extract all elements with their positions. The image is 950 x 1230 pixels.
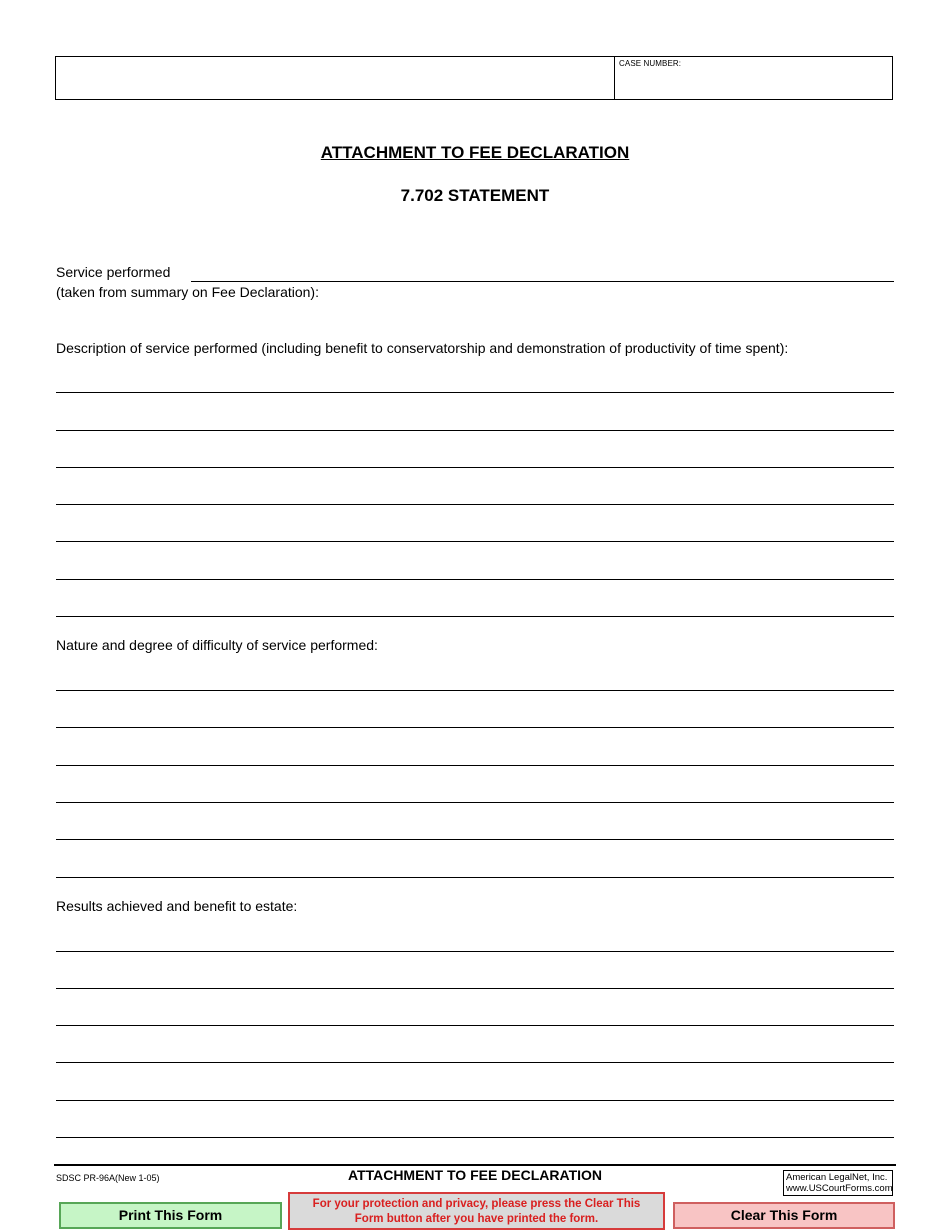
results-line[interactable]	[56, 951, 894, 952]
results-label: Results achieved and benefit to estate:	[56, 898, 298, 914]
nature-line[interactable]	[56, 765, 894, 766]
case-number-label: CASE NUMBER:	[619, 59, 682, 68]
results-line[interactable]	[56, 1062, 894, 1063]
publisher-url: www.USCourtForms.com	[786, 1183, 893, 1194]
description-line[interactable]	[56, 541, 894, 542]
privacy-notice-line1: For your protection and privacy, please press the Clear This	[312, 1198, 641, 1210]
description-line[interactable]	[56, 616, 894, 617]
page-title: ATTACHMENT TO FEE DECLARATION	[320, 143, 630, 162]
service-performed-label: Service performed	[56, 264, 171, 280]
case-number-box	[55, 56, 893, 100]
service-performed-field[interactable]	[191, 281, 894, 282]
service-performed-sublabel: (taken from summary on Fee Declaration):	[56, 284, 319, 300]
description-line[interactable]	[56, 579, 894, 580]
case-box-divider	[614, 57, 615, 99]
publisher-name: American LegalNet, Inc.	[786, 1172, 888, 1183]
privacy-notice	[288, 1192, 665, 1230]
results-line[interactable]	[56, 988, 894, 989]
description-line[interactable]	[56, 430, 894, 431]
description-line[interactable]	[56, 504, 894, 505]
results-line[interactable]	[56, 1025, 894, 1026]
description-line[interactable]	[56, 392, 894, 393]
nature-line[interactable]	[56, 690, 894, 691]
footer-title: ATTACHMENT TO FEE DECLARATION	[347, 1167, 603, 1183]
results-line[interactable]	[56, 1137, 894, 1138]
description-line[interactable]	[56, 467, 894, 468]
print-form-button[interactable]: Print This Form	[59, 1202, 282, 1229]
clear-form-button[interactable]: Clear This Form	[673, 1202, 895, 1229]
nature-line[interactable]	[56, 839, 894, 840]
nature-label: Nature and degree of difficulty of service performed:	[56, 637, 378, 653]
nature-line[interactable]	[56, 727, 894, 728]
form-id: SDSC PR-96A(New 1-05)	[56, 1173, 160, 1183]
footer-divider	[54, 1164, 896, 1166]
nature-line[interactable]	[56, 802, 894, 803]
publisher-box	[783, 1170, 893, 1196]
results-line[interactable]	[56, 1100, 894, 1101]
page-subtitle: 7.702 STATEMENT	[400, 186, 550, 205]
description-label: Description of service performed (including benefit to conservatorship and demonstration of productivity of time spent):	[56, 340, 789, 356]
privacy-notice-line2: Form button after you have printed the form.	[354, 1213, 599, 1225]
nature-line[interactable]	[56, 877, 894, 878]
